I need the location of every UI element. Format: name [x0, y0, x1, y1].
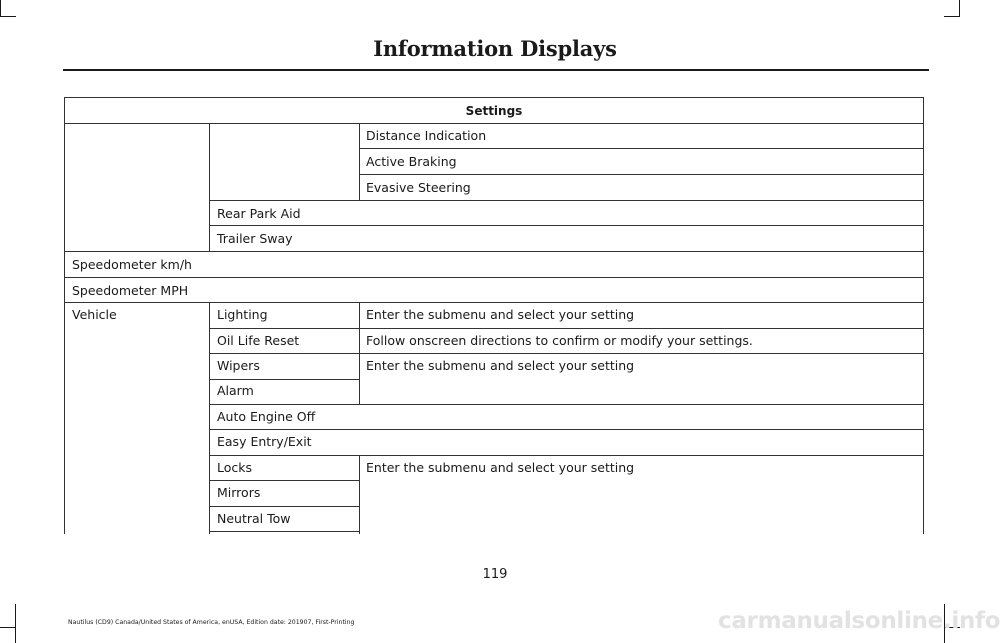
- table-rule: [209, 506, 359, 507]
- crop-mark: [0, 627, 16, 628]
- table-cell: Speedometer km/h: [72, 257, 192, 272]
- table-cell: Enter the submenu and select your setting: [366, 358, 635, 373]
- table-cell: Evasive Steering: [366, 180, 471, 195]
- table-rule: [209, 455, 924, 456]
- table-rule: [64, 97, 65, 534]
- table-rule: [209, 200, 924, 201]
- table-rule: [359, 455, 360, 534]
- table-rule: [209, 531, 359, 532]
- table-rule: [359, 148, 924, 149]
- table-rule: [209, 429, 924, 430]
- table-cell: Enter the submenu and select your setting: [366, 460, 635, 475]
- table-cell: Lighting: [217, 307, 268, 322]
- table-cell: Distance Indication: [366, 128, 487, 143]
- table-rule: [209, 225, 924, 226]
- table-rule: [209, 480, 359, 481]
- table-cell: Rear Park Aid: [217, 206, 301, 221]
- table-cell: Trailer Sway: [217, 231, 293, 246]
- table-rule: [209, 353, 924, 354]
- footer-edition-text: Nautilus (CD9) Canada/United States of America, enUSA, Edition date: 201907, First-Printing: [68, 619, 355, 626]
- table-cell: Mirrors: [217, 485, 261, 500]
- table-rule: [209, 123, 210, 251]
- table-cell: Alarm: [217, 383, 254, 398]
- table-cell: Easy Entry/Exit: [217, 434, 312, 449]
- table-header: Settings: [465, 104, 523, 118]
- table-rule: [64, 251, 924, 252]
- table-rule: [64, 277, 924, 278]
- table-rule: [64, 302, 924, 303]
- table-cell: Auto Engine Off: [217, 409, 316, 424]
- table-rule: [209, 302, 210, 534]
- table-rule: [64, 97, 924, 98]
- crop-mark: [15, 604, 16, 643]
- table-rule: [209, 404, 924, 405]
- table-rule: [359, 123, 360, 200]
- table-cell: Speedometer MPH: [72, 283, 189, 298]
- page-title: Information Displays: [373, 36, 617, 61]
- table-rule: [359, 302, 360, 404]
- watermark: carmanualsonline.info: [718, 608, 1000, 634]
- table-cell: Oil Life Reset: [217, 333, 300, 348]
- table-cell: Follow onscreen directions to confirm or modify your settings.: [366, 333, 753, 348]
- table-rule: [64, 123, 924, 124]
- table-rule: [923, 97, 924, 534]
- table-cell: Active Braking: [366, 154, 457, 169]
- table-cell: Wipers: [217, 358, 260, 373]
- table-cell: Enter the submenu and select your setting: [366, 307, 635, 322]
- table-rule: [209, 379, 359, 380]
- page-number: 119: [482, 567, 508, 582]
- table-cell: Locks: [217, 460, 253, 475]
- table-rule: [359, 174, 924, 175]
- table-cell: Vehicle: [72, 307, 117, 322]
- table-cell: Neutral Tow: [217, 511, 291, 526]
- table-rule: [209, 328, 924, 329]
